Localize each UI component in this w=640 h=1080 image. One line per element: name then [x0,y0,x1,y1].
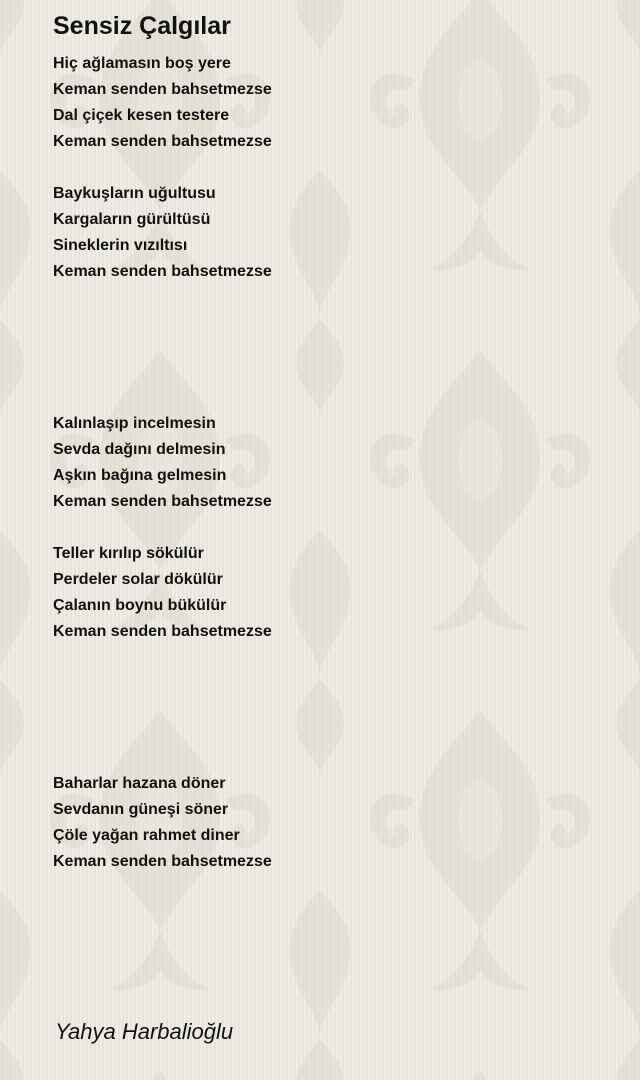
poem-line: Sineklerin vızıltısı [53,237,188,254]
poem-line: Baykuşların uğultusu [53,185,216,202]
poem-line: Kargaların gürültüsü [53,211,211,228]
stanza-5 [53,771,272,875]
poem-line: Keman senden bahsetmezse [53,853,272,870]
stanza-3 [53,411,272,515]
stanza-4 [53,541,272,645]
poem-line: Hiç ağlamasın boş yere [53,55,231,72]
poem-line: Keman senden bahsetmezse [53,133,272,150]
poem-line: Çalanın boynu bükülür [53,597,227,614]
poem-author: Yahya Harbalioğlu [55,1019,234,1044]
poem-line: Perdeler solar dökülür [53,571,223,588]
poem-line: Sevdanın güneşi söner [53,801,229,818]
poem-title: Sensiz Çalgılar [53,12,231,40]
poem-line: Sevda dağını delmesin [53,441,226,458]
poem-line: Dal çiçek kesen testere [53,107,230,124]
stanza-1 [53,51,272,155]
poem-line: Kalınlaşıp incelmesin [53,415,216,432]
poem-line: Baharlar hazana döner [53,775,226,792]
poem-line: Çöle yağan rahmet diner [53,827,240,844]
poem-line: Aşkın bağına gelmesin [53,467,227,484]
stanza-2 [53,181,272,285]
poem-line: Keman senden bahsetmezse [53,623,272,640]
poem-line: Keman senden bahsetmezse [53,493,272,510]
poem-line: Keman senden bahsetmezse [53,263,272,280]
poem-line: Keman senden bahsetmezse [53,81,272,98]
poem-line: Teller kırılıp sökülür [53,545,204,562]
